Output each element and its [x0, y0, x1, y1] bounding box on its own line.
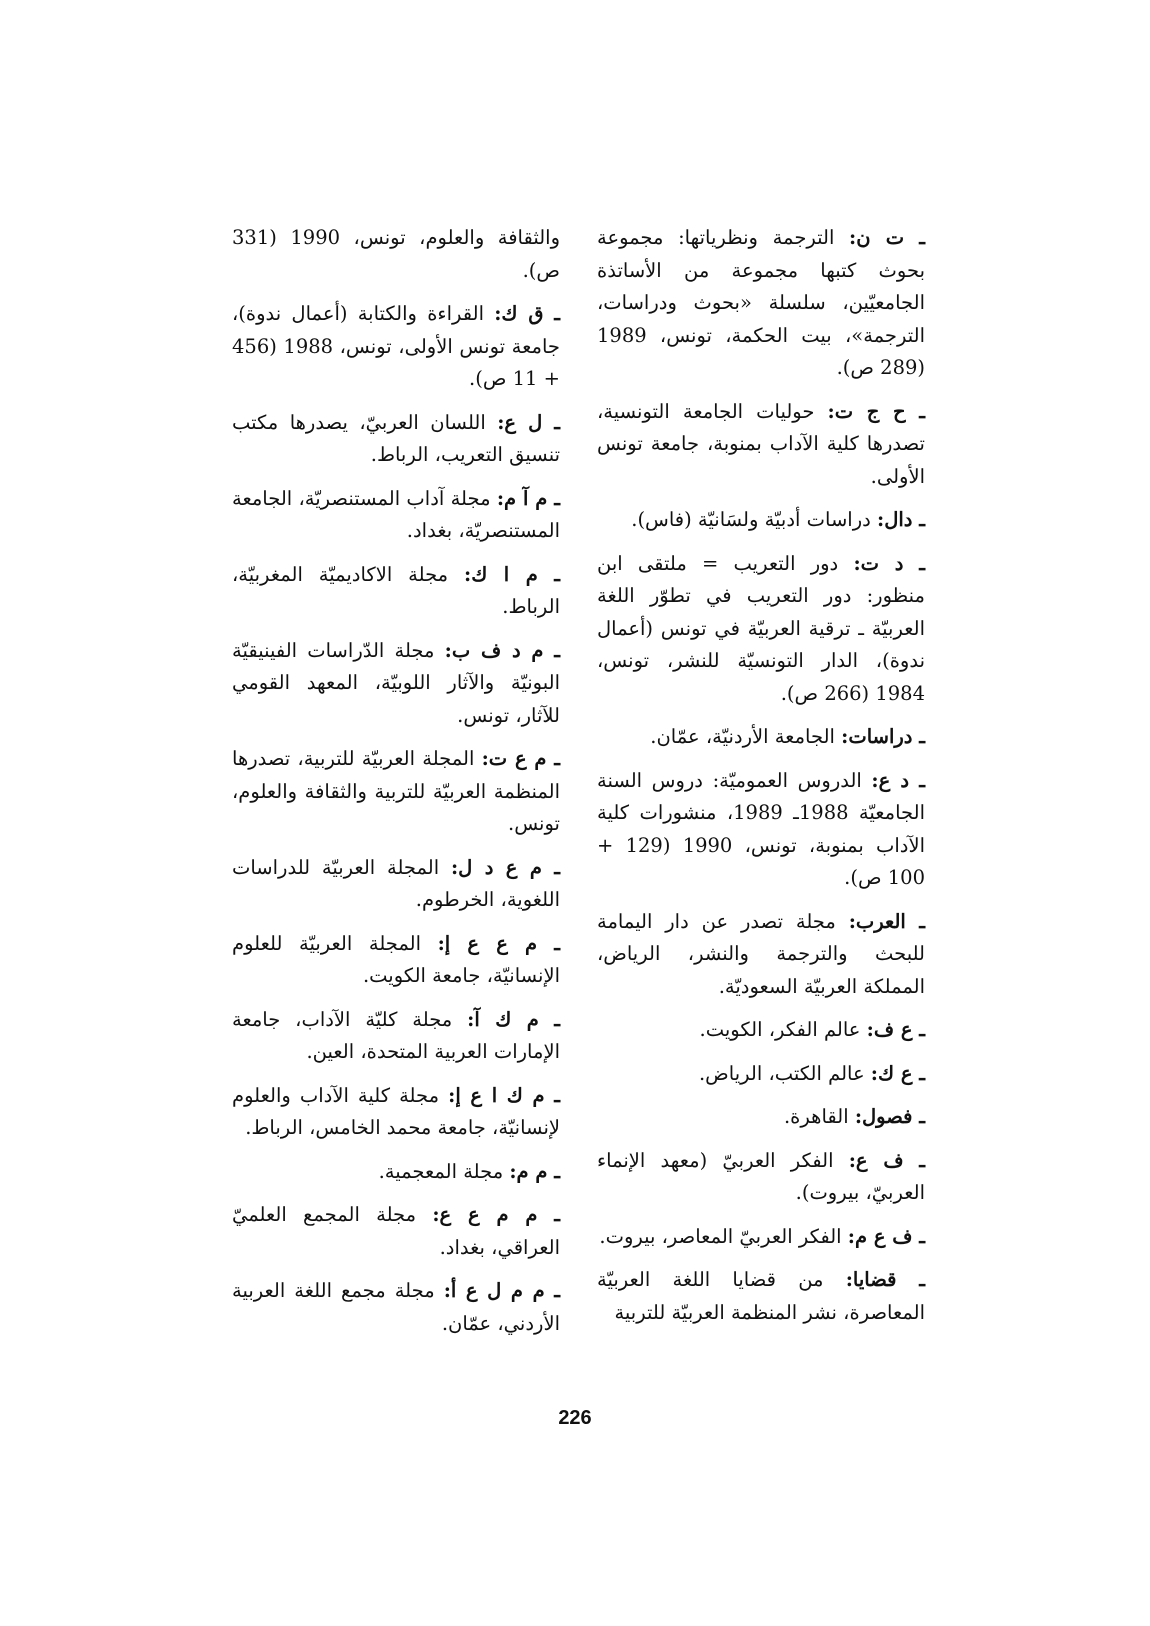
entry-abbreviation: ـ م م ع ع:	[432, 1203, 560, 1226]
entry-text: عالم الفكر، الكويت.	[699, 1018, 861, 1041]
page-number: 226	[558, 1407, 592, 1429]
entry-text: القاهرة.	[783, 1105, 849, 1128]
list-item	[232, 222, 560, 287]
entry-text: من قضايا اللغة العربيّة المعاصرة، نشر المنظمة العربيّة للتربية	[597, 1268, 925, 1324]
entry-text: والثقافة والعلوم، تونس، 1990 (331 ص).	[232, 226, 560, 282]
entry-text: المجلة العربيّة للدراسات اللغوية، الخرطوم.	[232, 855, 560, 911]
entry-abbreviation: ـ قضايا:	[845, 1268, 925, 1291]
list-item	[232, 1080, 560, 1145]
entry-text: مجلة آداب المستنصريّة، الجامعة المستنصريّة، بغداد.	[232, 486, 560, 542]
entry-abbreviation: ـ د ع:	[871, 768, 925, 792]
right-column	[597, 222, 925, 1340]
entry-text: الفكر العربيّ المعاصر، بيروت.	[599, 1224, 842, 1248]
list-item	[597, 396, 925, 494]
entry-text: حوليات الجامعة التونسية، تصدرها كلية الآداب بمنوبة، جامعة تونس الأولى.	[597, 399, 925, 488]
list-item	[232, 1199, 560, 1264]
entry-abbreviation: ـ العرب:	[848, 909, 925, 933]
list-item	[232, 483, 560, 548]
entry-text: الترجمة ونظرياتها: مجموعة بحوث كتبها مجموعة من الأساتذة الجامعيّين، سلسلة «بحوث ودراسات، الترجمة»، بيت الحكمة، تونس، 1989 (289 ص).	[597, 226, 925, 379]
list-item	[597, 906, 925, 1004]
list-item	[232, 298, 560, 396]
entry-text: مجلة كلية الآداب والعلوم لإنسانيّة، جامعة محمد الخامس، الرباط.	[232, 1083, 560, 1139]
list-item	[232, 1275, 560, 1340]
list-item	[232, 559, 560, 624]
entry-text: اللسان العربيّ، يصدرها مكتب تنسيق التعريب، الرباط.	[232, 410, 560, 466]
list-item	[597, 1101, 925, 1134]
list-item	[597, 222, 925, 385]
entry-abbreviation: ـ م ع د ل:	[450, 855, 560, 879]
entry-abbreviation: ـ ق ك:	[494, 302, 560, 325]
entry-text: مجلة المعجمية.	[378, 1159, 504, 1183]
list-item	[597, 765, 925, 895]
entry-text: عالم الكتب، الرياض.	[698, 1061, 865, 1085]
entry-abbreviation: ـ م ك ا ع إ:	[448, 1083, 560, 1107]
entry-abbreviation: ـ م م:	[509, 1159, 560, 1183]
entry-text: المجلة العربيّة للعلوم الإنسانيّة، جامعة الكويت.	[232, 931, 560, 987]
entry-abbreviation: ـ ح ج ت:	[827, 399, 925, 423]
list-item	[232, 635, 560, 733]
list-item	[597, 1264, 925, 1329]
list-item	[232, 743, 560, 841]
entry-abbreviation: ـ ت ن:	[849, 226, 926, 249]
list-item	[597, 1014, 925, 1047]
entry-text: دور التعريب = ملتقى ابن منظور: دور التعريب في تطوّر اللغة العربيّة ـ ترقية العربيّة في تونس (أعمال ندوة)، الدار التونسيّة للنشر، تونس، 1984 (266 ص).	[597, 551, 925, 705]
entry-abbreviation: ـ ع ك:	[870, 1061, 925, 1085]
entry-abbreviation: ـ د ت:	[853, 551, 925, 575]
list-item	[597, 548, 925, 711]
entry-text: مجلة تصدر عن دار اليمامة للبحث والترجمة والنشر، الرياض، المملكة العربيّة السعوديّة.	[597, 909, 925, 998]
list-item	[597, 721, 925, 754]
list-item	[232, 1004, 560, 1069]
entry-abbreviation: ـ م م ل ع أ:	[443, 1279, 560, 1302]
entry-abbreviation: ـ فصول:	[854, 1105, 925, 1128]
entry-abbreviation: ـ م ك آ:	[467, 1007, 560, 1031]
list-item	[597, 1145, 925, 1210]
entry-text: مجلة الاكاديميّة المغربيّة، الرباط.	[232, 562, 560, 618]
list-item	[232, 928, 560, 993]
entry-text: المجلة العربيّة للتربية، تصدرها المنظمة العربيّة للتربية والثقافة والعلوم، تونس.	[232, 747, 560, 835]
entry-text: مجلة مجمع اللغة العربية الأردني، عمّان.	[232, 1279, 560, 1335]
entry-abbreviation: ـ م ا ك:	[464, 562, 561, 586]
entry-abbreviation: ـ م ع ع إ:	[437, 931, 560, 955]
list-item	[597, 1221, 925, 1254]
entry-abbreviation: ـ دال:	[877, 508, 925, 531]
list-item	[597, 1058, 925, 1091]
entry-text: مجلة المجمع العلميّ العراقي، بغداد.	[232, 1203, 560, 1259]
entry-abbreviation: ـ ع ف:	[866, 1018, 925, 1041]
entry-text: دراسات أدبيّة ولسَانيّة (فاس).	[631, 508, 871, 531]
entry-abbreviation: ـ م ع ت:	[481, 747, 560, 770]
entry-abbreviation: ـ ل ع:	[497, 410, 561, 434]
list-item	[232, 407, 560, 472]
entry-abbreviation: ـ ف ع:	[848, 1148, 926, 1172]
entry-text: مجلة الدّراسات الفينيقيّة البونيّة والآثار اللوبيّة، المعهد القومي للآثار، تونس.	[232, 638, 560, 727]
list-item	[232, 852, 560, 917]
list-item	[597, 504, 925, 537]
entry-text: الدروس العموميّة: دروس السنة الجامعيّة 1988ـ 1989، منشورات كلية الآداب بمنوبة، تونس، 1990 (129 + 100 ص).	[597, 768, 925, 889]
entry-text: القراءة والكتابة (أعمال ندوة)، جامعة تونس الأولى، تونس، 1988 (456 + 11 ص).	[232, 302, 560, 390]
entry-text: الجامعة الأردنيّة، عمّان.	[650, 725, 835, 748]
entry-text: الفكر العربيّ (معهد الإنماء العربيّ، بيروت).	[597, 1148, 925, 1204]
list-item	[232, 1156, 560, 1189]
entry-abbreviation: ـ م د ف ب:	[444, 638, 560, 662]
left-column	[232, 222, 560, 1351]
entry-text: مجلة كليّة الآداب، جامعة الإمارات العربية المتحدة، العين.	[232, 1007, 560, 1063]
entry-abbreviation: ـ م آ م:	[496, 486, 560, 510]
entry-abbreviation: ـ ف ع م:	[847, 1224, 925, 1248]
entry-abbreviation: ـ دراسات:	[841, 725, 925, 748]
